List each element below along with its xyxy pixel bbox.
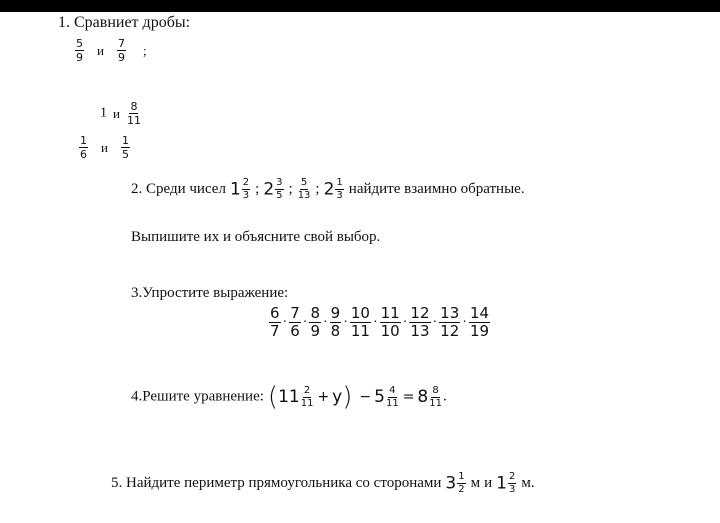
fraction-2-11 [301,386,314,409]
variable-y: y [332,387,343,407]
period: . [442,388,447,405]
product-fraction [350,306,371,339]
denominator: 9 [310,322,320,340]
denominator: 3 [508,484,516,495]
numerator: 14 [469,304,490,322]
denominator: 6 [290,322,300,340]
denominator: 8 [330,322,341,340]
whole-one: 1 [100,105,107,121]
denominator: 19 [469,322,490,340]
denominator: 12 [440,322,460,340]
numerator: 2 [508,471,516,482]
mixed-whole: 1 [229,179,241,200]
numerator: 5 [300,177,308,188]
mixed-whole: 3 [445,473,457,494]
numerator: 1 [121,134,129,147]
fraction-8-11 [127,101,141,126]
task4-line [131,382,447,412]
numerator: 13 [440,304,460,322]
denominator: 3 [336,190,343,201]
product-fraction [439,306,460,339]
fraction-3-5 [275,178,283,201]
equals-sign: = [402,389,415,405]
denominator: 5 [121,148,129,161]
multiply-dot: · [402,314,408,330]
fraction-5-9 [75,38,84,63]
mixed-whole: 2 [323,179,335,200]
separator: ; [288,181,293,197]
numerator: 7 [117,37,125,50]
denominator: 11 [300,397,314,409]
close-paren: ) [342,382,353,412]
product-fraction [330,306,342,339]
numerator: 5 [76,37,83,50]
task2-tail: найдите взаимно обратные. [348,181,525,197]
fraction-1-6 [79,135,88,160]
product-fraction [269,306,281,339]
open-paren: ( [267,382,279,412]
product-fraction [380,306,401,339]
denominator: 10 [380,322,400,340]
fraction-8-11 [429,386,442,409]
multiply-dot: · [343,314,348,330]
fraction-5-13 [298,178,311,201]
multiply-dot: · [432,314,438,330]
numerator: 8 [432,384,439,396]
plus-sign: + [317,389,330,405]
denominator: 6 [80,148,87,161]
multiply-dot: · [372,314,378,330]
numerator: 1 [336,177,343,188]
numerator: 9 [330,304,341,322]
denominator: 11 [429,397,442,409]
numerator: 2 [242,177,250,188]
denominator: 2 [458,484,465,495]
unit-meter-end: м. [521,475,535,491]
mixed-whole: 2 [263,179,275,200]
numerator: 4 [389,384,396,396]
mixed-whole: 5 [374,387,385,407]
numerator: 12 [410,304,430,322]
task3-title: 3.Упростите выражение: [131,285,289,301]
minus-sign: − [359,389,372,405]
multiply-dot: · [322,314,328,330]
fraction-2-3 [508,472,516,495]
fraction-1-5 [121,135,130,160]
top-black-bar [0,0,720,12]
product-fraction [309,306,321,339]
product-fraction [409,306,430,339]
denominator: 13 [297,190,311,201]
task5-line [111,472,535,495]
unit-meter: м [470,475,481,491]
denominator: 7 [270,322,280,340]
numerator: 8 [310,304,320,322]
denominator: 5 [276,190,283,201]
numerator: 7 [290,304,300,322]
numerator: 3 [276,177,283,188]
numerator: 2 [303,384,311,396]
task2-lead: 2. Среди чисел [131,181,226,197]
fraction-2-3 [242,178,250,201]
task3-expression [268,306,491,339]
semicolon: ; [142,42,147,58]
task1-pair1 [74,38,147,63]
numerator: 10 [350,304,370,322]
separator: ; [315,181,320,197]
fraction-1-3 [335,178,343,201]
task4-lead: 4.Решите уравнение: [131,388,264,405]
denominator: 9 [76,51,83,64]
product-fraction [289,306,301,339]
mixed-whole: 8 [417,387,429,407]
and-word: и [101,139,108,155]
multiply-dot: · [462,314,467,330]
denominator: 11 [350,322,370,340]
and-word: и [113,105,120,121]
mixed-whole: 1 [496,473,507,494]
task2-line1 [131,178,525,201]
denominator: 3 [242,190,250,201]
task1-pair2 [100,101,142,126]
separator: ; [255,181,260,197]
and-word: и [97,42,104,58]
numerator: 8 [130,100,138,113]
task1-title: 1. Сравниет дробы: [58,14,191,31]
task2-line2: Выпишите их и объясните свой выбор. [131,229,381,245]
denominator: 11 [126,114,141,127]
fraction-4-11 [386,386,399,409]
numerator: 1 [458,471,465,482]
multiply-dot: · [282,314,288,330]
fraction-7-9 [117,38,126,63]
fraction-1-2 [457,472,465,495]
mixed-whole: 11 [278,387,300,407]
and-word: и [484,475,493,491]
denominator: 13 [410,322,430,340]
task1-pair3 [78,135,131,160]
denominator: 9 [117,51,125,64]
numerator: 11 [380,304,400,322]
task5-lead: 5. Найдите периметр прямоугольника со сторонами [111,475,442,491]
numerator: 1 [80,134,87,147]
multiply-dot: · [302,314,308,330]
product-fraction [469,306,490,339]
numerator: 6 [270,304,280,322]
denominator: 11 [385,397,399,409]
